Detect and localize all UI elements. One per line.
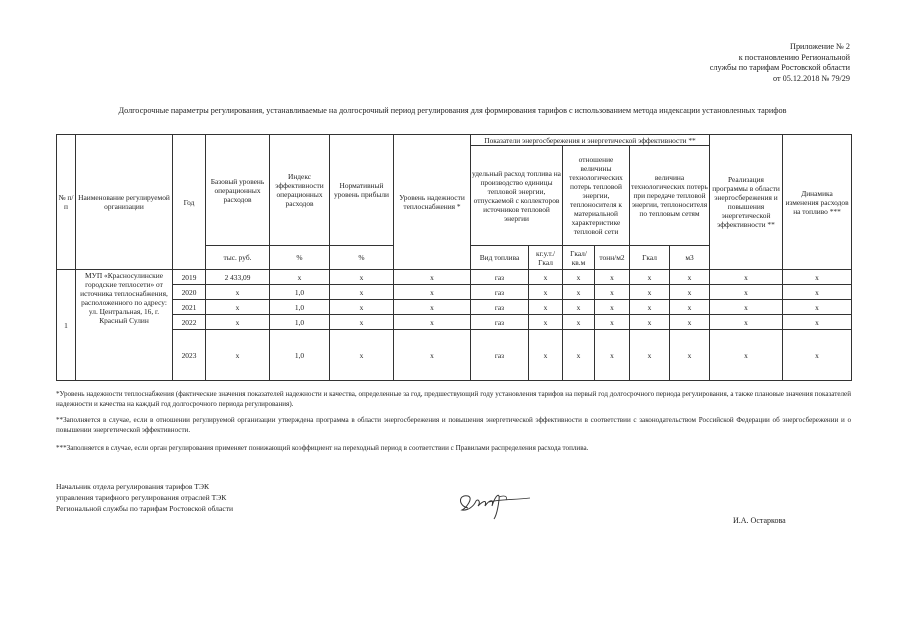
unit-index: % (270, 246, 330, 270)
header-year: Год (173, 135, 206, 270)
cell-program: x (710, 285, 783, 300)
footnote-1: *Уровень надежности теплоснабжения (фактические значения показателей надежности и качества, определенные за год, предшествующий году установления тарифов на первый год долгосрочного периода регулирования, а также плановые значения показателей надежности и качества на каждый год долгосрочного периода регулирования). (56, 390, 851, 408)
document-title: Долгосрочные параметры регулирования, устанавливаемые на долгосрочный период регулирования для формирования тарифов с использованием метода индексации установленных тарифов (118, 106, 787, 115)
table-row (57, 270, 852, 285)
cell-fuel-unit: x (529, 300, 563, 315)
cell-fuel-type: газ (471, 315, 529, 330)
cell-reliability: x (394, 285, 471, 300)
cell-profit: x (330, 315, 394, 330)
cell-loss-amount-2: x (670, 300, 710, 315)
cell-year: 2019 (173, 270, 206, 285)
cell-reliability: x (394, 330, 471, 381)
header-energy-group: Показатели энергосбережения и энергетической эффективности ** (471, 135, 710, 146)
cell-year: 2021 (173, 300, 206, 315)
cell-dynamics: x (783, 330, 852, 381)
cell-loss-ratio-2: x (595, 315, 630, 330)
cell-profit: x (330, 300, 394, 315)
parameters-table (56, 134, 852, 381)
cell-loss-ratio-1: x (563, 330, 595, 381)
unit-loss-ratio-1: Гкал/ кв.м (563, 246, 595, 270)
cell-fuel-type: газ (471, 300, 529, 315)
table-row (57, 315, 852, 330)
appendix-line-1: Приложение № 2 (790, 42, 850, 51)
cell-profit: x (330, 285, 394, 300)
footnote-3: ***Заполняется в случае, если орган регулирования применяет понижающий коэффициент на переходный период в соответствии с Правилами распределения расхода топлива. (56, 444, 589, 452)
signatory-line-2: управления тарифного регулирования отраслей ТЭК (56, 493, 227, 502)
cell-fuel-type: газ (471, 285, 529, 300)
table-row (57, 285, 852, 300)
cell-program: x (710, 315, 783, 330)
cell-dynamics: x (783, 285, 852, 300)
cell-fuel-type: газ (471, 330, 529, 381)
header-reliability: Уровень надежности теплоснабжения * (394, 135, 471, 270)
table-row (57, 300, 852, 315)
cell-fuel-type: газ (471, 270, 529, 285)
cell-index: 1,0 (270, 300, 330, 315)
appendix-line-4: от 05.12.2018 № 79/29 (772, 73, 850, 83)
header-dynamics: Динамика изменения расходов на топливо *** (783, 135, 852, 270)
cell-base: x (206, 300, 270, 315)
cell-year: 2023 (173, 330, 206, 381)
signatory-name: И.А. Остаркова (733, 516, 786, 525)
cell-loss-amount-1: x (630, 285, 670, 300)
cell-loss-ratio-1: x (563, 285, 595, 300)
header-program: Реализация программы в области энергосбережения и повышения энергетической эффективности ** (710, 135, 783, 270)
cell-loss-ratio-1: x (563, 300, 595, 315)
cell-loss-ratio-1: x (563, 270, 595, 285)
cell-index: 1,0 (270, 330, 330, 381)
cell-loss-amount-2: x (670, 270, 710, 285)
cell-profit: x (330, 270, 394, 285)
cell-fuel-unit: x (529, 270, 563, 285)
cell-loss-amount-2: x (670, 285, 710, 300)
handwritten-signature (454, 486, 536, 520)
header-loss-ratio: отношение величины технологических потерь тепловой энергии, теплоносителя к материальной характеристике тепловой сети (563, 146, 630, 246)
cell-loss-ratio-2: x (595, 300, 630, 315)
unit-loss-amount-1: Гкал (630, 246, 670, 270)
cell-year: 2022 (173, 315, 206, 330)
cell-fuel-unit: x (529, 285, 563, 300)
cell-loss-amount-1: x (630, 315, 670, 330)
cell-loss-ratio-2: x (595, 330, 630, 381)
cell-loss-amount-2: x (670, 315, 710, 330)
header-fuel-consumption: удельный расход топлива на производство единицы тепловой энергии, отпускаемой с коллекторов источников тепловой энергии (471, 146, 563, 246)
cell-loss-amount-1: x (630, 300, 670, 315)
organization-name: МУП «Красносулинские городские теплосети» от источника теплоснабжения, расположенного по адресу: ул. Центральная, 16, г. Красный Сулин (76, 270, 173, 381)
header-efficiency-index: Индекс эффективности операционных расходов (270, 135, 330, 246)
cell-loss-ratio-1: x (563, 315, 595, 330)
cell-fuel-unit: x (529, 330, 563, 381)
signatory-position (56, 481, 233, 514)
cell-fuel-unit: x (529, 315, 563, 330)
cell-loss-amount-1: x (630, 270, 670, 285)
cell-profit: x (330, 330, 394, 381)
cell-index: 1,0 (270, 315, 330, 330)
header-base-level: Базовый уровень операционных расходов (206, 135, 270, 246)
cell-reliability: x (394, 315, 471, 330)
cell-program: x (710, 300, 783, 315)
row-number: 1 (57, 270, 76, 381)
unit-profit: % (330, 246, 394, 270)
cell-base: x (206, 315, 270, 330)
cell-dynamics: x (783, 300, 852, 315)
cell-program: x (710, 270, 783, 285)
footnote-2: **Заполняется в случае, если в отношении регулируемой организации утверждена программа в области энергосбережения и повышения энергетической эффективности в соответствии с законодательством Российской Федерации об энергосбережении и о повышении энергетической эффективности. (56, 416, 851, 434)
header-loss-amount: величина технологических потерь при передаче тепловой энергии, теплоносителя по тепловым сетям (630, 146, 710, 246)
cell-index: x (270, 270, 330, 285)
appendix-block (710, 42, 850, 84)
cell-reliability: x (394, 300, 471, 315)
signatory-line-3: Региональной службы по тарифам Ростовской области (56, 504, 234, 513)
unit-loss-amount-2: м3 (670, 246, 710, 270)
cell-base: x (206, 285, 270, 300)
cell-loss-amount-2: x (670, 330, 710, 381)
cell-loss-ratio-2: x (595, 270, 630, 285)
unit-fuel: кг.у.т./ Гкал (529, 246, 563, 270)
unit-loss-ratio-2: тонн/м2 (595, 246, 630, 270)
appendix-line-2: к постановлению Региональной (738, 52, 850, 62)
cell-program: x (710, 330, 783, 381)
cell-dynamics: x (783, 315, 852, 330)
signatory-line-1: Начальник отдела регулирования тарифов ТЭК (56, 482, 210, 491)
table-row (57, 330, 852, 381)
cell-loss-amount-1: x (630, 330, 670, 381)
header-organization: Наименование регулируемой организации (76, 135, 173, 270)
cell-base: 2 433,09 (206, 270, 270, 285)
unit-fuel-type: Вид топлива (471, 246, 529, 270)
cell-reliability: x (394, 270, 471, 285)
unit-base: тыс. руб. (206, 246, 270, 270)
cell-base: x (206, 330, 270, 381)
cell-year: 2020 (173, 285, 206, 300)
cell-dynamics: x (783, 270, 852, 285)
header-num: № п/п (57, 135, 76, 270)
cell-index: 1,0 (270, 285, 330, 300)
header-profit-level: Нормативный уровень прибыли (330, 135, 394, 246)
cell-loss-ratio-2: x (595, 285, 630, 300)
appendix-line-3: службы по тарифам Ростовской области (709, 63, 850, 73)
